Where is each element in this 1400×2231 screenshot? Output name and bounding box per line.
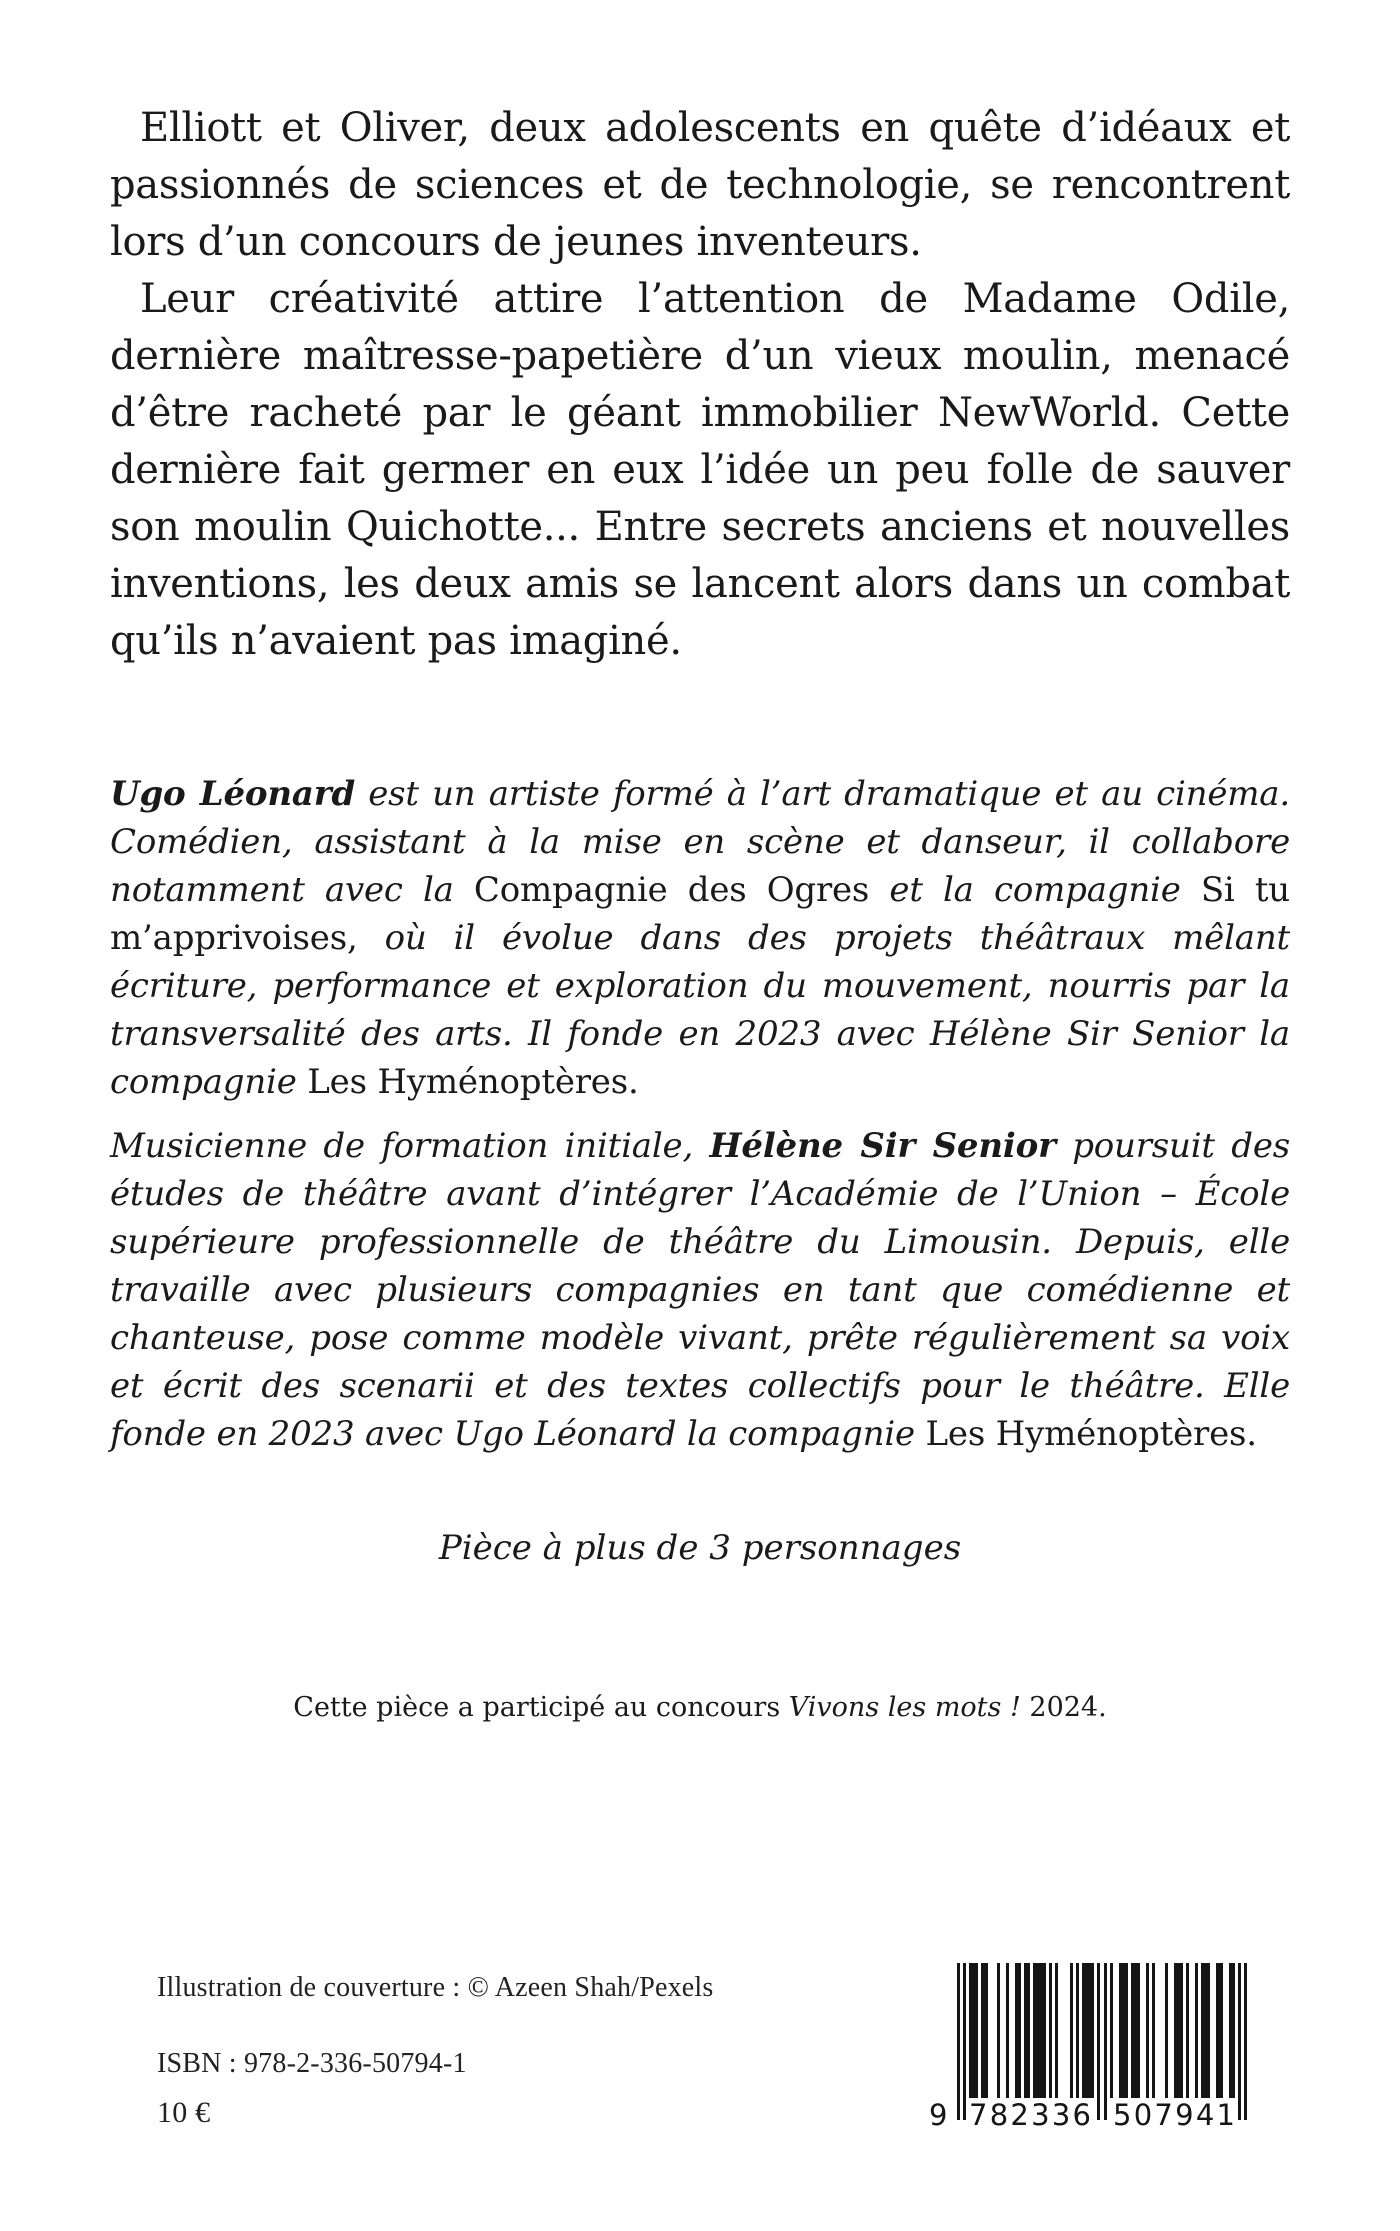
- text-run: Compagnie des Ogres: [473, 870, 870, 910]
- barcode-digit: 7: [1154, 2098, 1173, 2132]
- text-run: est un artiste formé à l’art dramatique et au cinéma. Comédien, assistant à la mise en scène et danseur, il collabore notamment avec la: [110, 774, 1290, 910]
- text-run: Musicienne de formation initiale,: [110, 1126, 710, 1166]
- barcode-digit: 3: [1031, 2098, 1050, 2132]
- barcode-bar: [997, 1963, 1000, 2098]
- text-run: poursuit des études de théâtre avant d’intégrer l’Académie de l’Union – École supérieure professionnelle de théâtre du Limousin. Depuis, elle travaille avec plusieurs compagnies en tant que comédienne et chanteuse, pose comme modèle vivant, prête régulièrement sa voix et écrit des scenarii et des textes collectifs pour le théâtre. Elle fonde en 2023 avec Ugo Léonard la compagnie: [110, 1126, 1291, 1454]
- barcode-bar: [1201, 1963, 1210, 2098]
- barcode-bar: [1033, 1963, 1045, 2098]
- synopsis: [110, 100, 1290, 670]
- isbn-number: ISBN : 978-2-336-50794-1: [157, 2048, 467, 2079]
- synopsis-paragraph-2: Leur créativité attire l’attention de Madame Odile, dernière maîtresse-papetière d’un vieux moulin, menacé d’être racheté par le géant immobilier NewWorld. Cette dernière fait germer en eux l’idée un peu folle de sauver son moulin Quichotte... Entre secrets anciens et nouvelles inventions, les deux amis se lancent alors dans un combat qu’ils n’avaient pas imaginé.: [110, 276, 1290, 664]
- synopsis-paragraph-1: Elliott et Oliver, deux adolescents en quête d’idéaux et passionnés de sciences et de technologie, se rencontrent lors d’un concours de jeunes inventeurs.: [110, 105, 1290, 265]
- text-run: où il évolue dans des projets théâtraux mêlant écriture, performance et exploration du mouvement, nourris par la transversalité des arts. Il fonde en 2023 avec Hélène Sir Senior la compagnie: [110, 918, 1290, 1102]
- barcode-digits-left-group: [969, 2099, 1091, 2131]
- text-run: Les Hyménoptères.: [925, 1414, 1257, 1454]
- text-run: Les Hyménoptères.: [307, 1062, 639, 1102]
- text-run: Ugo Léonard: [110, 774, 356, 814]
- barcode-digit: 9: [1175, 2098, 1194, 2132]
- barcode-bar: [1195, 1963, 1198, 2098]
- barcode-digits-right-group: [1113, 2099, 1235, 2131]
- barcode-bar: [1238, 1963, 1241, 2120]
- illustration-credit: Illustration de couverture : © Azeen Shah/Pexels: [157, 1972, 714, 2003]
- text-run: 2024.: [1020, 1692, 1107, 1723]
- barcode-bar: [1119, 1963, 1128, 2098]
- text-run: et la compagnie: [869, 870, 1201, 910]
- contest-participation-note: [0, 1692, 1400, 1723]
- barcode-bar: [1165, 1963, 1168, 2098]
- barcode-bar: [1055, 1963, 1058, 2098]
- barcode-digit: 0: [1133, 2098, 1153, 2132]
- barcode-bar: [1015, 1963, 1021, 2098]
- barcode-digit: 2: [1010, 2098, 1029, 2132]
- price: 10 €: [157, 2096, 211, 2129]
- author-bio-ugo-leonard: [110, 770, 1290, 1106]
- barcode-bar: [1049, 1963, 1052, 2098]
- barcode-bar: [1229, 1963, 1235, 2098]
- barcode-bar: [981, 1963, 987, 2098]
- barcode-bar: [1104, 1963, 1107, 2120]
- ean13-barcode: [929, 1963, 1247, 2135]
- barcode-bar: [1082, 1963, 1094, 2098]
- barcode-bar: [1216, 1963, 1222, 2098]
- barcode-digit: 1: [1216, 2098, 1235, 2132]
- barcode-bar: [1131, 1963, 1140, 2098]
- barcode-bar: [969, 1963, 978, 2098]
- barcode-bar: [1024, 1963, 1030, 2098]
- barcode-bar: [1006, 1963, 1009, 2098]
- barcode-digit: 7: [969, 2098, 988, 2132]
- barcode-bar: [1174, 1963, 1183, 2098]
- barcode-digit: 6: [1072, 2098, 1091, 2132]
- barcode-bar: [963, 1963, 966, 2120]
- barcode-bar: [1070, 1963, 1073, 2098]
- barcode-digit: 4: [1195, 2098, 1215, 2132]
- text-run: Cette pièce a participé au concours: [293, 1692, 789, 1723]
- barcode-digit: 5: [1113, 2098, 1132, 2132]
- barcode-bar: [1110, 1963, 1113, 2098]
- barcode-bar: [1097, 1963, 1100, 2120]
- text-run: Si tu m’apprivoises,: [110, 870, 1290, 958]
- barcode-bar: [1244, 1963, 1247, 2120]
- barcode-system-digit: 9: [929, 2098, 948, 2132]
- barcode-bar: [957, 1963, 960, 2120]
- text-run: Hélène Sir Senior: [709, 1126, 1056, 1166]
- barcode-bar: [1152, 1963, 1155, 2098]
- barcode-digit: 3: [1051, 2098, 1071, 2132]
- cast-size-note: Pièce à plus de 3 personnages: [438, 1528, 962, 1568]
- barcode-bar: [1076, 1963, 1079, 2098]
- barcode-bar: [1146, 1963, 1149, 2098]
- barcode-bar: [1186, 1963, 1189, 2098]
- text-run: Vivons les mots !: [788, 1692, 1021, 1723]
- author-bio-helene-sir-senior: [110, 1122, 1290, 1458]
- barcode-digit: 8: [989, 2098, 1009, 2132]
